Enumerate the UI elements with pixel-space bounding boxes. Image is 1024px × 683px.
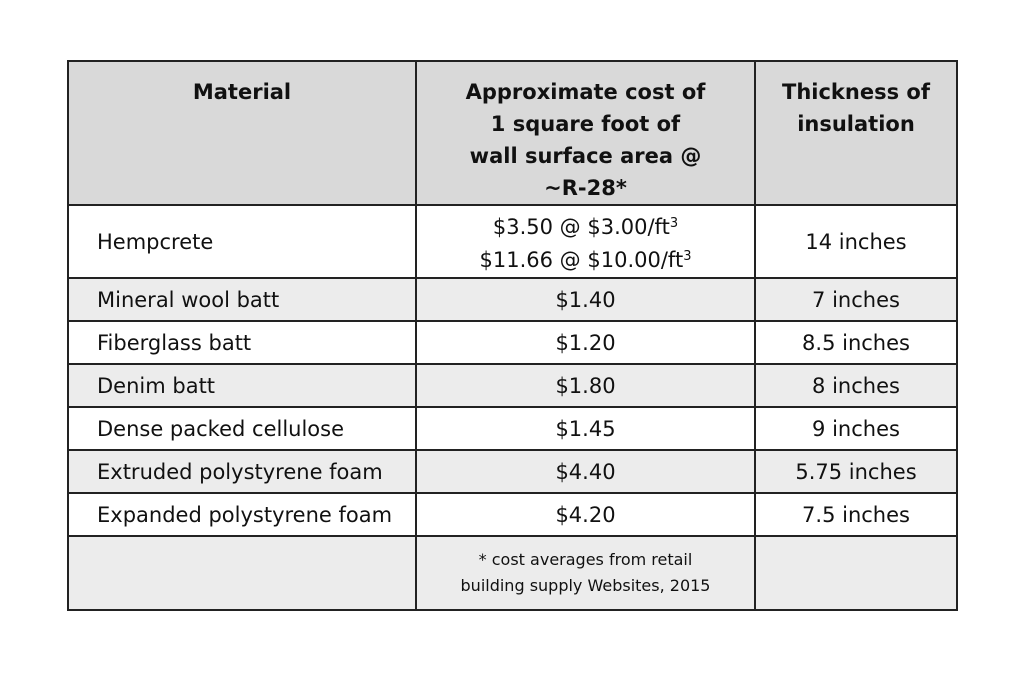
thickness-cell: 9 inches: [755, 407, 957, 450]
cost-line: [417, 242, 754, 275]
header-cost-line: wall surface area @: [469, 144, 702, 168]
cost-text: $3.50 @ $3.00/ft: [492, 214, 670, 239]
cost-cell: $4.20: [416, 493, 755, 536]
header-cost: [416, 61, 755, 205]
header-material: [68, 61, 416, 205]
material-cell: Dense packed cellulose: [68, 407, 416, 450]
thickness-cell: 7.5 inches: [755, 493, 957, 536]
material-cell: Expanded polystyrene foam: [68, 493, 416, 536]
cost-cell: $4.40: [416, 450, 755, 493]
thickness-cell: 5.75 inches: [755, 450, 957, 493]
header-thickness-line: Thickness of: [782, 80, 930, 104]
material-cell: Fiberglass batt: [68, 321, 416, 364]
footnote-line: building supply Websites, 2015: [460, 576, 711, 595]
table-row: [68, 205, 957, 278]
footnote-cell: [416, 536, 755, 610]
header-material-label: Material: [192, 80, 292, 104]
material-cell: Extruded polystyrene foam: [68, 450, 416, 493]
material-cell: Mineral wool batt: [68, 278, 416, 321]
header-cost-line: 1 square foot of: [490, 112, 681, 136]
thickness-cell: 7 inches: [755, 278, 957, 321]
cost-line: [417, 209, 754, 242]
thickness-cell: 8 inches: [755, 364, 957, 407]
table-row: [68, 321, 957, 364]
table-row: [68, 450, 957, 493]
cost-cell: $1.45: [416, 407, 755, 450]
empty-cell: [68, 536, 416, 610]
header-cost-line: ~R-28*: [544, 176, 627, 200]
cost-text: $11.66 @ $10.00/ft: [479, 247, 684, 272]
empty-cell: [755, 536, 957, 610]
table-row: [68, 493, 957, 536]
cost-cell: [416, 205, 755, 278]
insulation-cost-table: [67, 60, 958, 611]
cost-cell: $1.40: [416, 278, 755, 321]
material-cell: Hempcrete: [68, 205, 416, 278]
footnote-row: [68, 536, 957, 610]
thickness-cell: 14 inches: [755, 205, 957, 278]
table-row: [68, 364, 957, 407]
table-row: [68, 407, 957, 450]
material-cell: Denim batt: [68, 364, 416, 407]
table-row: [68, 278, 957, 321]
cost-cell: $1.80: [416, 364, 755, 407]
footnote-line: * cost averages from retail: [478, 550, 693, 569]
exponent: 3: [669, 215, 679, 231]
thickness-cell: 8.5 inches: [755, 321, 957, 364]
header-thickness-line: insulation: [797, 112, 915, 136]
exponent: 3: [683, 248, 692, 264]
cost-cell: $1.20: [416, 321, 755, 364]
header-thickness: [755, 61, 957, 205]
header-row: [68, 61, 957, 205]
header-cost-line: Approximate cost of: [465, 80, 706, 104]
